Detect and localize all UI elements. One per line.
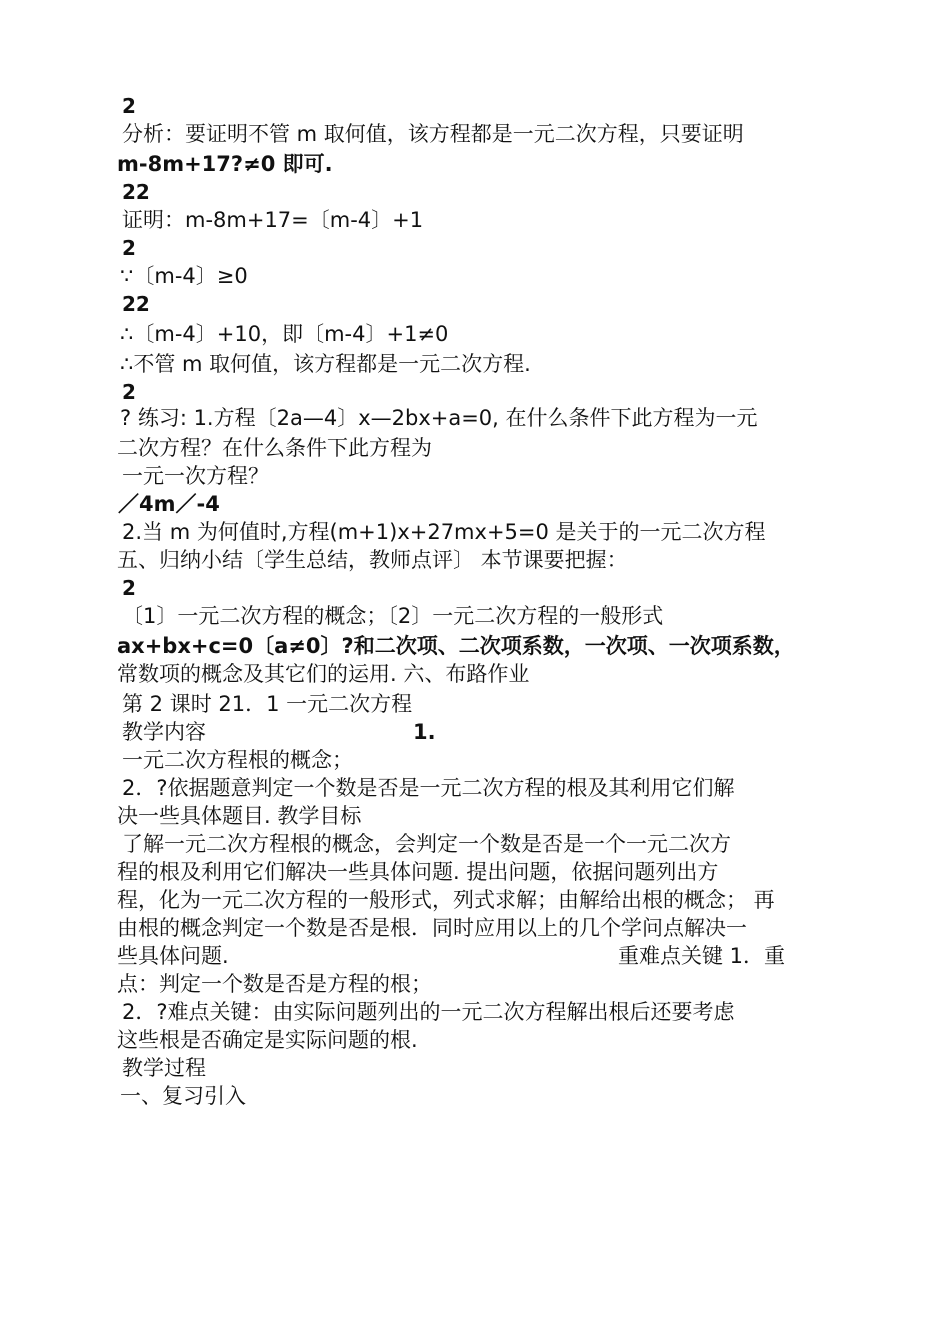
text-line: 常数项的概念及其它们的运用. 六、布路作业 (117, 662, 530, 686)
section-heading: 一、复习引入 (120, 1084, 246, 1108)
superscript-line: 2 (122, 576, 136, 600)
text-line: ? 练习: 1.方程〔2a—4〕x—2bx+a=0, 在什么条件下此方程为一元 (120, 406, 758, 430)
text-line: 一元二次方程根的概念； (122, 748, 353, 772)
section-heading: 五、归纳小结〔学生总结，教师点评〕 本节课要把握： (117, 548, 628, 572)
section-heading: 教学内容 (122, 720, 206, 744)
text-line: 点：判定一个数是否是方程的根； (117, 972, 432, 996)
text-line: ／4m／-4 (118, 492, 220, 516)
text-line: ∴〔m-4〕+10，即〔m-4〕+1≠0 (120, 322, 449, 346)
superscript-line: 2 (122, 94, 136, 118)
section-heading: 重难点关键 1．重 (618, 944, 786, 968)
section-heading: 教学过程 (122, 1056, 206, 1080)
text-line: 了解一元二次方程根的概念，会判定一个数是否是一个一元二次方 (122, 832, 731, 856)
text-line: ax+bx+c=0〔a≠0〕?和二次项、二次项系数，一次项、一次项系数， (117, 634, 795, 658)
text-line: 由根的概念判定一个数是否是根．同时应用以上的几个学问点解决一 (117, 916, 747, 940)
list-number: 1. (413, 720, 436, 744)
superscript-line: 2 (122, 380, 136, 404)
superscript-line: 22 (122, 292, 150, 316)
text-line: 一元一次方程？ (122, 464, 269, 488)
text-line: 2．?依据题意判定一个数是否是一元二次方程的根及其利用它们解 (122, 776, 735, 800)
text-line: 2．?难点关键：由实际问题列出的一元二次方程解出根后还要考虑 (122, 1000, 735, 1024)
text-line: 二次方程？在什么条件下此方程为 (117, 436, 432, 460)
text-line: 2.当 m 为何值时,方程(m+1)x+27mx+5=0 是关于的一元二次方程 (122, 520, 766, 544)
text-line: 这些根是否确定是实际问题的根. (117, 1028, 418, 1052)
superscript-line: 2 (122, 236, 136, 260)
text-line: 些具体问题. (117, 944, 229, 968)
text-line: 分析：要证明不管 m 取何值，该方程都是一元二次方程，只要证明 (122, 122, 744, 146)
text-line: 决一些具体题目. 教学目标 (117, 804, 362, 828)
text-line: 程的根及利用它们解决一些具体问题. 提出问题，依据问题列出方 (117, 860, 719, 884)
text-line: ∴不管 m 取何值，该方程都是一元二次方程. (120, 352, 531, 376)
text-line: 〔1〕一元二次方程的概念；〔2〕一元二次方程的一般形式 (122, 604, 664, 628)
text-line: m-8m+17?≠0 即可. (117, 152, 333, 176)
text-line: 证明：m-8m+17=〔m-4〕+1 (122, 208, 424, 232)
lesson-heading: 第 2 课时 21．1 一元二次方程 (122, 692, 413, 716)
text-line: ∵〔m-4〕≥0 (120, 264, 248, 288)
text-line: 程，化为一元二次方程的一般形式，列式求解；由解给出根的概念； 再 (117, 888, 775, 912)
superscript-line: 22 (122, 180, 150, 204)
